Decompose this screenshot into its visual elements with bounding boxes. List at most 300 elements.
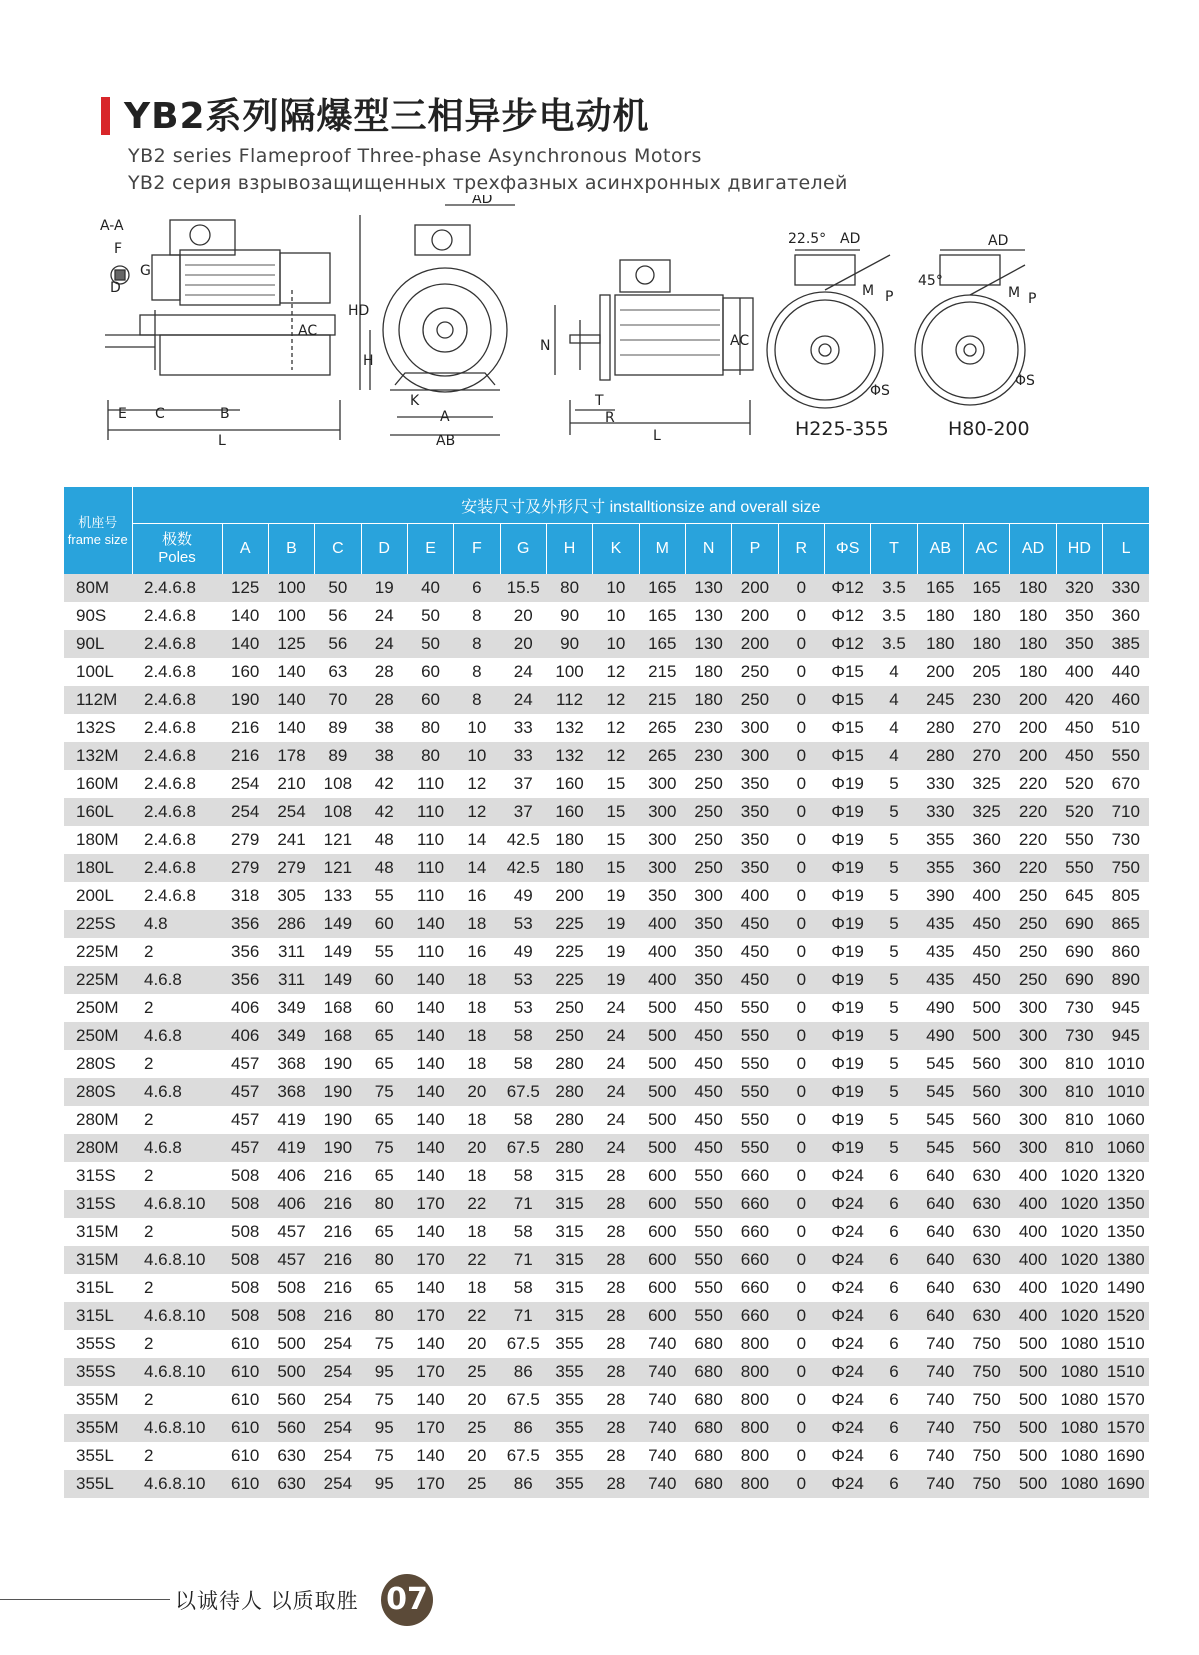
table-cell: 400 [639,910,685,938]
column-header: L [1103,524,1149,575]
table-cell: 55 [361,938,407,966]
table-cell: 550 [732,1022,778,1050]
table-cell: 508 [268,1302,314,1330]
table-cell: 450 [685,994,731,1022]
frame-size-cell: 280M [64,1106,132,1134]
label-a: A [440,409,450,425]
table-cell: 320 [1056,574,1102,602]
table-cell: 730 [1103,826,1149,854]
table-cell: 140 [268,714,314,742]
table-cell: 400 [1056,658,1102,686]
table-cell: 10 [593,602,639,630]
table-cell: 180 [546,826,592,854]
table-cell: 355 [546,1442,592,1470]
table-cell: 149 [315,966,361,994]
column-header: AC [964,524,1010,575]
table-row [64,1106,1149,1134]
table-cell: 28 [593,1330,639,1358]
table-cell: 350 [1056,602,1102,630]
table-cell: 800 [732,1442,778,1470]
frame-size-cell: 315M [64,1218,132,1246]
table-cell: 6 [871,1470,917,1498]
table-cell: 250 [685,854,731,882]
table-cell: 440 [1103,658,1149,686]
table-cell: 20 [454,1134,500,1162]
table-cell: 37 [500,798,546,826]
table-cell: 5 [871,938,917,966]
table-cell: 330 [1103,574,1149,602]
table-cell: 24 [593,1134,639,1162]
table-cell: 0 [778,658,824,686]
table-cell: 630 [964,1274,1010,1302]
table-cell: 630 [964,1246,1010,1274]
poles-cell: 2.4.6.8 [132,770,222,798]
table-cell: 250 [732,658,778,686]
table-cell: 33 [500,714,546,742]
table-cell: 1010 [1103,1078,1149,1106]
table-cell: 254 [315,1442,361,1470]
table-cell: 0 [778,1246,824,1274]
poles-cell: 2.4.6.8 [132,630,222,658]
table-cell: 0 [778,1442,824,1470]
table-cell: 190 [315,1106,361,1134]
table-row [64,770,1149,798]
table-cell: 140 [222,630,268,658]
table-cell: 356 [222,910,268,938]
table-cell: Φ24 [824,1442,870,1470]
table-cell: 630 [964,1302,1010,1330]
table-row [64,1358,1149,1386]
table-row [64,1302,1149,1330]
table-cell: 279 [222,854,268,882]
table-cell: 0 [778,798,824,826]
poles-cell: 2.4.6.8 [132,602,222,630]
table-cell: 349 [268,994,314,1022]
poles-cell: 2 [132,1274,222,1302]
table-cell: 500 [964,1022,1010,1050]
table-cell: 265 [639,742,685,770]
table-cell: 19 [593,938,639,966]
table-cell: 1060 [1103,1134,1149,1162]
table-cell: 311 [268,966,314,994]
table-cell: 750 [964,1442,1010,1470]
frame-size-cell: 160M [64,770,132,798]
table-cell: 280 [917,714,963,742]
table-cell: 560 [964,1078,1010,1106]
table-cell: 6 [871,1162,917,1190]
table-cell: 0 [778,1134,824,1162]
table-cell: 500 [1010,1330,1056,1358]
table-cell: 400 [1010,1162,1056,1190]
table-cell: 360 [964,854,1010,882]
table-cell: 168 [315,1022,361,1050]
table-cell: 300 [639,770,685,798]
column-header: G [500,524,546,575]
table-cell: 0 [778,826,824,854]
table-cell: 600 [639,1302,685,1330]
table-cell: 300 [685,882,731,910]
table-cell: 216 [222,714,268,742]
table-cell: 690 [1056,966,1102,994]
column-header: F [454,524,500,575]
table-cell: 12 [593,714,639,742]
table-cell: 545 [917,1106,963,1134]
label-ac2: AC [730,333,750,349]
frame-size-cell: 355M [64,1386,132,1414]
table-cell: 280 [546,1106,592,1134]
table-cell: 50 [407,602,453,630]
label-e: E [118,406,127,422]
table-cell: 149 [315,910,361,938]
table-cell: 18 [454,966,500,994]
table-cell: 180 [1010,658,1056,686]
table-cell: 5 [871,1134,917,1162]
frame-size-cell: 180L [64,854,132,882]
page-number-badge: 07 [381,1574,433,1626]
label-angle-large: 22.5° [788,231,827,247]
table-cell: 110 [407,770,453,798]
table-cell: 20 [500,630,546,658]
table-cell: 71 [500,1190,546,1218]
table-cell: 660 [732,1246,778,1274]
table-cell: 270 [964,714,1010,742]
table-cell: 50 [407,630,453,658]
table-cell: 18 [454,1050,500,1078]
column-header: AB [917,524,963,575]
table-cell: 640 [917,1162,963,1190]
table-cell: 300 [1010,1050,1056,1078]
frame-size-cell: 200L [64,882,132,910]
poles-cell: 4.6.8.10 [132,1470,222,1498]
frame-size-cell: 315S [64,1162,132,1190]
table-cell: 300 [1010,1106,1056,1134]
table-cell: 180 [685,658,731,686]
table-cell: 1080 [1056,1442,1102,1470]
table-cell: 1020 [1056,1218,1102,1246]
table-cell: 400 [1010,1190,1056,1218]
table-cell: 15 [593,770,639,798]
table-row [64,1190,1149,1218]
table-cell: 690 [1056,910,1102,938]
table-cell: 406 [222,1022,268,1050]
table-cell: 53 [500,966,546,994]
table-cell: 435 [917,910,963,938]
label-s2: ΦS [1015,373,1035,389]
table-cell: 0 [778,854,824,882]
table-cell: 3.5 [871,574,917,602]
table-cell: 20 [454,1078,500,1106]
table-cell: 170 [407,1358,453,1386]
table-cell: 1350 [1103,1190,1149,1218]
column-header: D [361,524,407,575]
table-cell: 300 [1010,994,1056,1022]
label-l2: L [653,428,661,444]
table-cell: 5 [871,882,917,910]
label-m: M [862,283,875,299]
table-cell: Φ19 [824,1050,870,1078]
table-cell: 450 [732,966,778,994]
end-view-drawing [360,205,515,435]
table-cell: 12 [593,658,639,686]
table-cell: 28 [593,1470,639,1498]
table-cell: 1510 [1103,1358,1149,1386]
table-cell: 89 [315,742,361,770]
table-cell: 350 [732,770,778,798]
table-cell: 4 [871,714,917,742]
frame-header-cn: 机座号 [78,514,118,530]
table-cell: 457 [222,1106,268,1134]
table-cell: 160 [222,658,268,686]
column-header: M [639,524,685,575]
table-cell: 170 [407,1414,453,1442]
table-cell: 510 [1103,714,1149,742]
table-cell: 28 [593,1414,639,1442]
table-row [64,1078,1149,1106]
table-cell: 690 [1056,938,1102,966]
table-cell: 450 [685,1134,731,1162]
table-cell: 130 [685,630,731,658]
table-cell: 730 [1056,1022,1102,1050]
table-cell: 1020 [1056,1162,1102,1190]
table-cell: 600 [639,1246,685,1274]
table-cell: 350 [685,910,731,938]
table-cell: 280 [546,1134,592,1162]
table-cell: 500 [639,1050,685,1078]
table-row [64,686,1149,714]
table-row [64,714,1149,742]
table-cell: 190 [315,1078,361,1106]
frame-size-cell: 250M [64,994,132,1022]
column-header: H [546,524,592,575]
table-cell: 0 [778,686,824,714]
table-cell: 37 [500,770,546,798]
table-cell: 125 [222,574,268,602]
label-ad: AD [472,195,493,207]
table-row [64,1274,1149,1302]
table-cell: 89 [315,714,361,742]
table-cell: 230 [685,742,731,770]
table-cell: 10 [593,574,639,602]
table-row [64,910,1149,938]
table-cell: 355 [546,1470,592,1498]
label-n: N [540,338,551,354]
column-header: P [732,524,778,575]
table-cell: 149 [315,938,361,966]
table-cell: 67.5 [500,1134,546,1162]
table-cell: 165 [917,574,963,602]
table-cell: 58 [500,1022,546,1050]
table-cell: 610 [222,1386,268,1414]
table-cell: 305 [268,882,314,910]
table-cell: 200 [1010,714,1056,742]
table-cell: 250 [685,798,731,826]
table-cell: 180 [964,630,1010,658]
table-cell: 630 [964,1190,1010,1218]
table-cell: 121 [315,854,361,882]
table-cell: 165 [639,574,685,602]
table-row [64,882,1149,910]
table-cell: 6 [871,1442,917,1470]
poles-cell: 2 [132,1442,222,1470]
table-cell: 385 [1103,630,1149,658]
table-cell: 250 [1010,910,1056,938]
table-cell: 42.5 [500,854,546,882]
column-header: T [871,524,917,575]
table-cell: 230 [685,714,731,742]
table-cell: 800 [732,1358,778,1386]
table-cell: 16 [454,882,500,910]
table-cell: 660 [732,1162,778,1190]
table-cell: 65 [361,1162,407,1190]
table-cell: 190 [315,1050,361,1078]
table-cell: 65 [361,1050,407,1078]
table-cell: 25 [454,1358,500,1386]
table-cell: 350 [685,966,731,994]
table-cell: 356 [222,966,268,994]
table-cell: 19 [593,910,639,938]
table-cell: 190 [315,1134,361,1162]
table-cell: 419 [268,1106,314,1134]
title-accent-bar [101,97,110,135]
table-cell: 1520 [1103,1302,1149,1330]
table-cell: 355 [546,1414,592,1442]
table-cell: 210 [268,770,314,798]
table-cell: 508 [222,1246,268,1274]
table-cell: 18 [454,1106,500,1134]
table-cell: 1020 [1056,1246,1102,1274]
table-cell: 660 [732,1302,778,1330]
table-cell: 600 [639,1218,685,1246]
table-cell: 0 [778,770,824,798]
table-cell: 750 [964,1414,1010,1442]
table-cell: 800 [732,1414,778,1442]
table-cell: 550 [732,1134,778,1162]
table-cell: 550 [685,1218,731,1246]
poles-cell: 2.4.6.8 [132,714,222,742]
table-cell: 300 [732,742,778,770]
table-cell: 8 [454,602,500,630]
table-cell: 560 [268,1386,314,1414]
table-cell: 71 [500,1302,546,1330]
table-cell: 42 [361,798,407,826]
table-cell: 0 [778,714,824,742]
table-row [64,966,1149,994]
table-cell: 67.5 [500,1386,546,1414]
frame-size-header [64,487,132,574]
table-cell: 58 [500,1162,546,1190]
table-cell: 75 [361,1134,407,1162]
table-cell: 220 [1010,826,1056,854]
table-cell: 406 [268,1162,314,1190]
table-cell: 670 [1103,770,1149,798]
table-cell: 160 [546,798,592,826]
poles-header [132,524,222,575]
table-cell: 680 [685,1470,731,1498]
table-cell: 112 [546,686,592,714]
table-cell: 220 [1010,770,1056,798]
table-cell: 419 [268,1134,314,1162]
table-cell: 28 [593,1162,639,1190]
table-cell: 1510 [1103,1330,1149,1358]
table-cell: 0 [778,742,824,770]
table-cell: 18 [454,1022,500,1050]
table-cell: 560 [964,1106,1010,1134]
table-cell: 0 [778,1414,824,1442]
table-cell: 750 [1103,854,1149,882]
table-cell: 86 [500,1414,546,1442]
table-cell: Φ12 [824,630,870,658]
table-cell: 286 [268,910,314,938]
table-cell: 170 [407,1302,453,1330]
table-cell: 18 [454,910,500,938]
table-row [64,742,1149,770]
table-cell: 0 [778,994,824,1022]
table-cell: 355 [917,826,963,854]
table-cell: 58 [500,1050,546,1078]
table-cell: 165 [639,602,685,630]
table-cell: Φ24 [824,1358,870,1386]
table-cell: 48 [361,854,407,882]
table-cell: 24 [361,602,407,630]
caption-small: H80-200 [948,418,1030,440]
table-cell: 630 [268,1470,314,1498]
table-row [64,798,1149,826]
poles-cell: 4.6.8.10 [132,1190,222,1218]
table-cell: 200 [732,630,778,658]
table-cell: 140 [407,1134,453,1162]
table-cell: 241 [268,826,314,854]
table-cell: 368 [268,1078,314,1106]
table-cell: 24 [593,1106,639,1134]
table-cell: 250 [1010,938,1056,966]
table-cell: 3.5 [871,602,917,630]
frame-size-cell: 355L [64,1470,132,1498]
frame-size-cell: 315S [64,1190,132,1218]
table-cell: 550 [685,1190,731,1218]
table-cell: 750 [964,1386,1010,1414]
table-cell: 0 [778,938,824,966]
label-ab: AB [436,433,456,449]
table-cell: 24 [500,658,546,686]
table-row [64,1162,1149,1190]
table-cell: Φ19 [824,798,870,826]
table-cell: 1010 [1103,1050,1149,1078]
table-cell: 0 [778,630,824,658]
poles-cell: 2.4.6.8 [132,574,222,602]
table-cell: 20 [454,1442,500,1470]
table-row [64,1470,1149,1498]
table-cell: 610 [222,1330,268,1358]
column-header: E [407,524,453,575]
poles-cell: 4.6.8 [132,1078,222,1106]
dimension-drawings [100,195,1100,475]
table-cell: 121 [315,826,361,854]
table-cell: 600 [639,1162,685,1190]
poles-cell: 2 [132,1050,222,1078]
table-cell: 730 [1056,994,1102,1022]
page-subtitle-ru: YB2 серия взрывозащищенных трехфазных асинхронных двигателей [128,172,848,194]
table-cell: 5 [871,1106,917,1134]
table-cell: 740 [917,1330,963,1358]
table-cell: 24 [593,994,639,1022]
poles-cell: 4.6.8.10 [132,1414,222,1442]
label-c: C [155,406,165,422]
table-cell: Φ19 [824,994,870,1022]
poles-cell: 2.4.6.8 [132,882,222,910]
column-header: AD [1010,524,1056,575]
table-cell: 95 [361,1470,407,1498]
table-cell: 300 [732,714,778,742]
